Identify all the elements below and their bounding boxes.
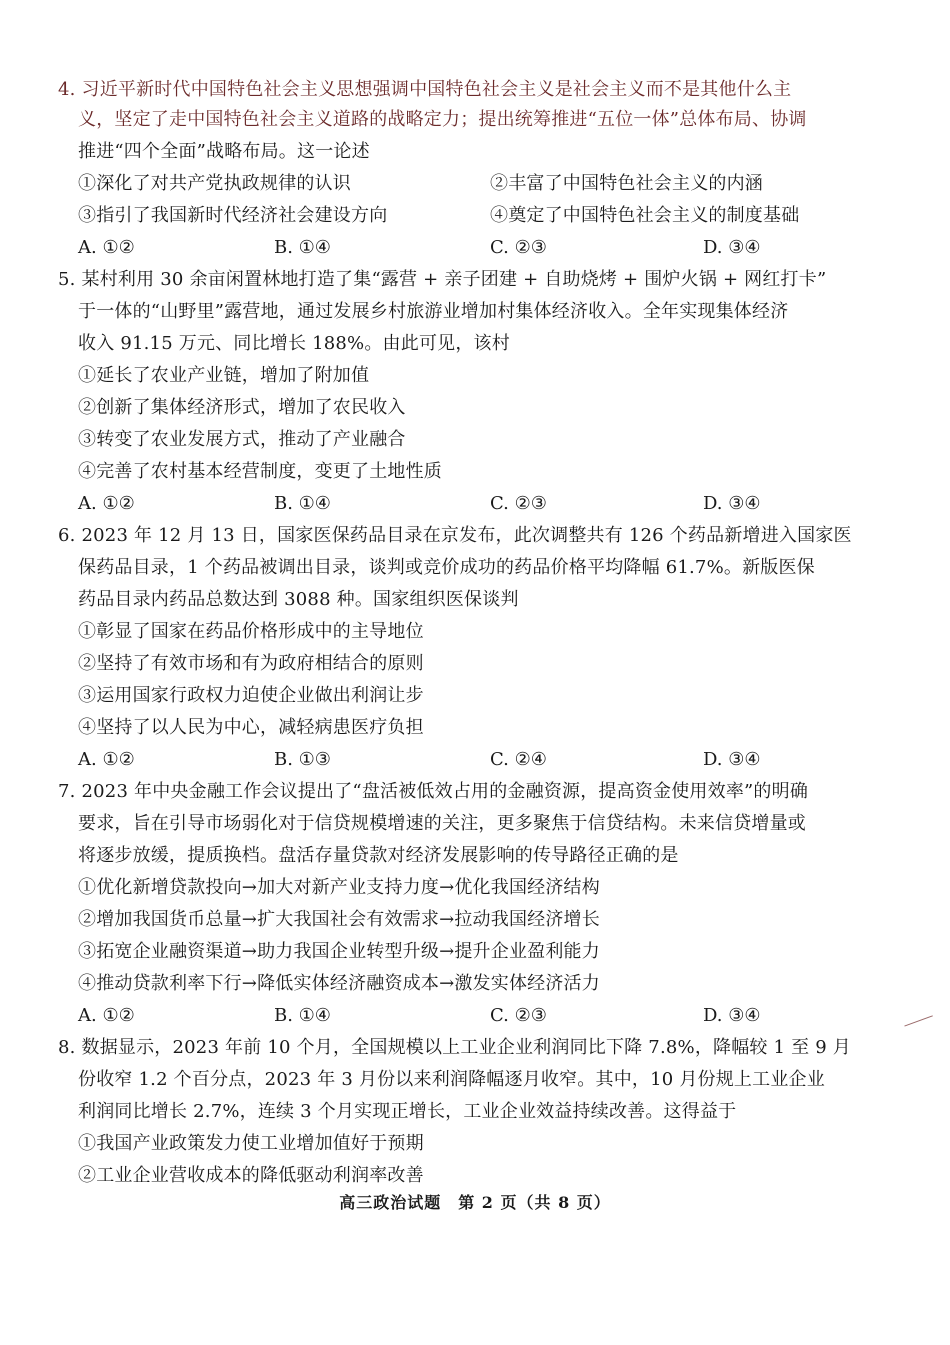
- question-7-option-b[interactable]: B. ①④: [274, 1005, 331, 1026]
- question-8-stem-line-2: 份收窄 1.2 个百分点，2023 年 3 月份以来利润降幅逐月收窄。其中，10 月份规上工业企业: [78, 1069, 825, 1090]
- question-6-stem-line-3: 药品目录内药品总数达到 3088 种。国家组织医保谈判: [78, 589, 519, 610]
- scan-mark: [904, 1015, 937, 1039]
- question-5-statement-3: ③转变了农业发展方式，推动了产业融合: [78, 429, 406, 450]
- question-7-stem-line-3: 将逐步放缓，提质换档。盘活存量贷款对经济发展影响的传导路径正确的是: [78, 845, 679, 866]
- question-6-statement-3: ③运用国家行政权力迫使企业做出利润让步: [78, 685, 424, 706]
- question-6-statement-2: ②坚持了有效市场和有为政府相结合的原则: [78, 653, 424, 674]
- question-5-stem-line-1: 5. 某村利用 30 余亩闲置林地打造了集“露营 + 亲子团建 + 自助烧烤 + 围炉火锅 + 网红打卡”: [58, 269, 827, 290]
- question-6-option-d[interactable]: D. ③④: [703, 749, 761, 770]
- question-4-option-c[interactable]: C. ②③: [490, 237, 547, 258]
- question-4-statement-4: ④奠定了中国特色社会主义的制度基础: [490, 205, 800, 226]
- question-6-statement-4: ④坚持了以人民为中心，减轻病患医疗负担: [78, 717, 424, 738]
- question-4-option-a[interactable]: A. ①②: [78, 237, 135, 258]
- question-5-statement-1: ①延长了农业产业链，增加了附加值: [78, 365, 370, 386]
- question-7-statement-3: ③拓宽企业融资渠道→助力我国企业转型升级→提升企业盈利能力: [78, 941, 600, 962]
- question-4-statement-2: ②丰富了中国特色社会主义的内涵: [490, 173, 763, 194]
- question-4-stem-line-2: 义，坚定了走中国特色社会主义道路的战略定力；提出统筹推进“五位一体”总体布局、协调: [78, 109, 807, 130]
- question-6-option-b[interactable]: B. ①③: [274, 749, 331, 770]
- question-5-option-b[interactable]: B. ①④: [274, 493, 331, 514]
- question-7-statement-4: ④推动贷款利率下行→降低实体经济融资成本→激发实体经济活力: [78, 973, 600, 994]
- question-7-option-a[interactable]: A. ①②: [78, 1005, 135, 1026]
- question-8-stem-line-3: 利润同比增长 2.7%，连续 3 个月实现正增长，工业企业效益持续改善。这得益于: [78, 1101, 737, 1122]
- question-4-stem-line-1: 4. 习近平新时代中国特色社会主义思想强调中国特色社会主义是社会主义而不是其他什么主: [58, 79, 792, 100]
- question-5-statement-4: ④完善了农村基本经营制度，变更了土地性质: [78, 461, 442, 482]
- question-5-option-a[interactable]: A. ①②: [78, 493, 135, 514]
- question-5-option-d[interactable]: D. ③④: [703, 493, 761, 514]
- question-6-option-c[interactable]: C. ②④: [490, 749, 547, 770]
- question-8-statement-2: ②工业企业营收成本的降低驱动利润率改善: [78, 1165, 424, 1186]
- question-7-statement-2: ②增加我国货币总量→扩大我国社会有效需求→拉动我国经济增长: [78, 909, 600, 930]
- question-6-stem-line-1: 6. 2023 年 12 月 13 日，国家医保药品目录在京发布，此次调整共有 126 个药品新增进入国家医: [58, 525, 852, 546]
- question-4-statement-1: ①深化了对共产党执政规律的认识: [78, 173, 351, 194]
- question-4-option-d[interactable]: D. ③④: [703, 237, 761, 258]
- question-5-stem-line-2: 于一体的“山野里”露营地，通过发展乡村旅游业增加村集体经济收入。全年实现集体经济: [78, 301, 789, 322]
- question-7-statement-1: ①优化新增贷款投向→加大对新产业支持力度→优化我国经济结构: [78, 877, 600, 898]
- question-5-stem-line-3: 收入 91.15 万元、同比增长 188%。由此可见，该村: [78, 333, 510, 354]
- question-8-stem-line-1: 8. 数据显示，2023 年前 10 个月，全国规模以上工业企业利润同比下降 7.8%，降幅较 1 至 9 月: [58, 1037, 852, 1058]
- question-7-stem-line-1: 7. 2023 年中央金融工作会议提出了“盘活被低效占用的金融资源，提高资金使用效率”的明确: [58, 781, 809, 802]
- question-6-statement-1: ①彰显了国家在药品价格形成中的主导地位: [78, 621, 424, 642]
- question-4-stem-line-3: 推进“四个全面”战略布局。这一论述: [78, 141, 370, 162]
- question-8-statement-1: ①我国产业政策发力使工业增加值好于预期: [78, 1133, 424, 1154]
- question-4-statement-3: ③指引了我国新时代经济社会建设方向: [78, 205, 388, 226]
- question-5-statement-2: ②创新了集体经济形式，增加了农民收入: [78, 397, 406, 418]
- question-4-option-b[interactable]: B. ①④: [274, 237, 331, 258]
- question-7-option-d[interactable]: D. ③④: [703, 1005, 761, 1026]
- question-7-stem-line-2: 要求，旨在引导市场弱化对于信贷规模增速的关注，更多聚焦于信贷结构。未来信贷增量或: [78, 813, 806, 834]
- question-6-stem-line-2: 保药品目录，1 个药品被调出目录，谈判或竞价成功的药品价格平均降幅 61.7%。新版医保: [78, 557, 815, 578]
- question-7-option-c[interactable]: C. ②③: [490, 1005, 547, 1026]
- question-6-option-a[interactable]: A. ①②: [78, 749, 135, 770]
- page-footer: 高三政治试题 第 2 页（共 8 页）: [339, 1193, 611, 1212]
- question-5-option-c[interactable]: C. ②③: [490, 493, 547, 514]
